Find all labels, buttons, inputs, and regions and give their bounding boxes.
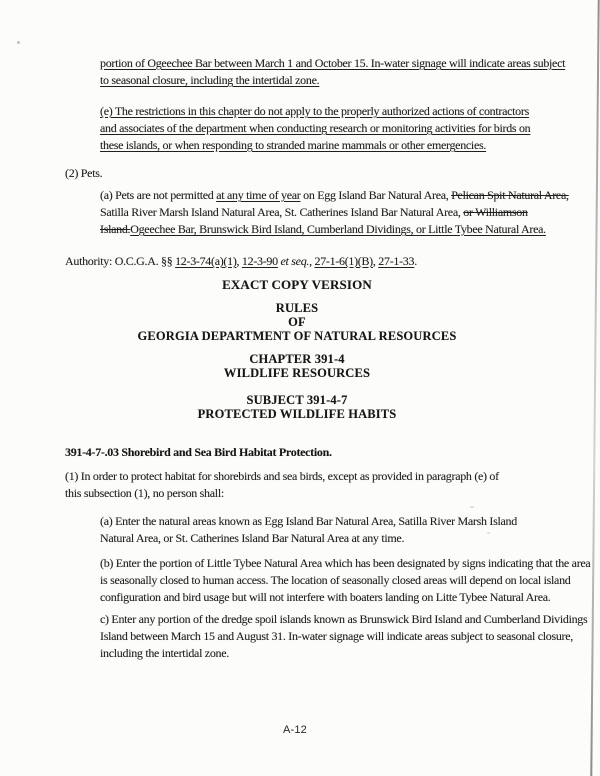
- rule-title-391-4-7-03: 391-4-7-.03 Shorebird and Sea Bird Habitat Protection.: [65, 445, 332, 459]
- heading-chapter: [0, 352, 594, 380]
- heading-rules-line: OF: [288, 315, 306, 329]
- paragraph-exception-e: (e) The restrictions in this chapter do not apply to the properly authorized actions of contractors and associates of the department when conducting research or monitoring activities for birds on these islands, or when responding to stranded marine mammals or other emergencies.: [100, 104, 531, 152]
- heading-rules-line: GEORGIA DEPARTMENT OF NATURAL RESOURCES: [137, 329, 457, 343]
- heading-chapter-line: WILDLIFE RESOURCES: [223, 366, 371, 380]
- authority-citation-line: Authority: O.C.G.A. §§ 12-3-74(a)(1), 12-3-90 et seq., 27-1-6(1)(B), 27-1-33.: [65, 254, 417, 268]
- scan-speck: [470, 506, 474, 508]
- page-number: A-12: [282, 724, 308, 736]
- page-footer: [0, 722, 590, 739]
- heading-subject-line: SUBJECT 391-4-7: [246, 393, 348, 407]
- heading-subject: [0, 393, 594, 421]
- rule-item-a: (a) Enter the natural areas known as Egg Island Bar Natural Area, Satilla River Marsh Island Natural Area, or St. Catherines Island Bar Natural Area at any time.: [100, 514, 517, 545]
- rule-item-c: c) Enter any portion of the dredge spoil islands known as Brunswick Bird Island and Cumberland Dividings Island between March 15 and August 31. In-water signage will indicate areas subject to seasonal closure, including the intertidal zone.: [100, 612, 588, 660]
- heading-rules-line: RULES: [275, 301, 319, 315]
- heading-exact-copy-version: EXACT COPY VERSION: [222, 277, 372, 292]
- pets-item-a: (a) Pets are not permitted at any time of year on Egg Island Bar Natural Area, Pelican Spit Natural Area, Satilla River Marsh Island Natural Area, St. Catherines Island Bar Natural Area, or Williamson Island.Ogeechee Bar, Brunswick Bird Island, Cumberland Dividings, or Little Tybee Natural Area.: [100, 188, 569, 236]
- pets-section-label: (2) Pets.: [65, 166, 103, 180]
- heading-rules-of-gdnr: [0, 301, 594, 343]
- rule-intro-paragraph: (1) In order to protect habitat for shorebirds and sea birds, except as provided in paragraph (e) of this subsection (1), no person shall:: [65, 469, 499, 500]
- paragraph-ogeechee-seasonal-closure: portion of Ogeechee Bar between March 1 and October 15. In-water signage will indicate areas subject to seasonal closure, including the intertidal zone.: [100, 56, 566, 87]
- scan-speck: [487, 532, 490, 534]
- scan-speck: [17, 41, 20, 44]
- heading-subject-line: PROTECTED WILDLIFE HABITS: [197, 407, 397, 421]
- rule-item-b: (b) Enter the portion of Little Tybee Natural Area which has been designated by signs indicating that the area is seasonally closed to human access. The location of seasonally closed areas will depend on local island configuration and bird usage but will not interfere with boaters landing on Litte Tybee Natural Area.: [100, 556, 591, 604]
- heading-chapter-line: CHAPTER 391-4: [249, 352, 345, 366]
